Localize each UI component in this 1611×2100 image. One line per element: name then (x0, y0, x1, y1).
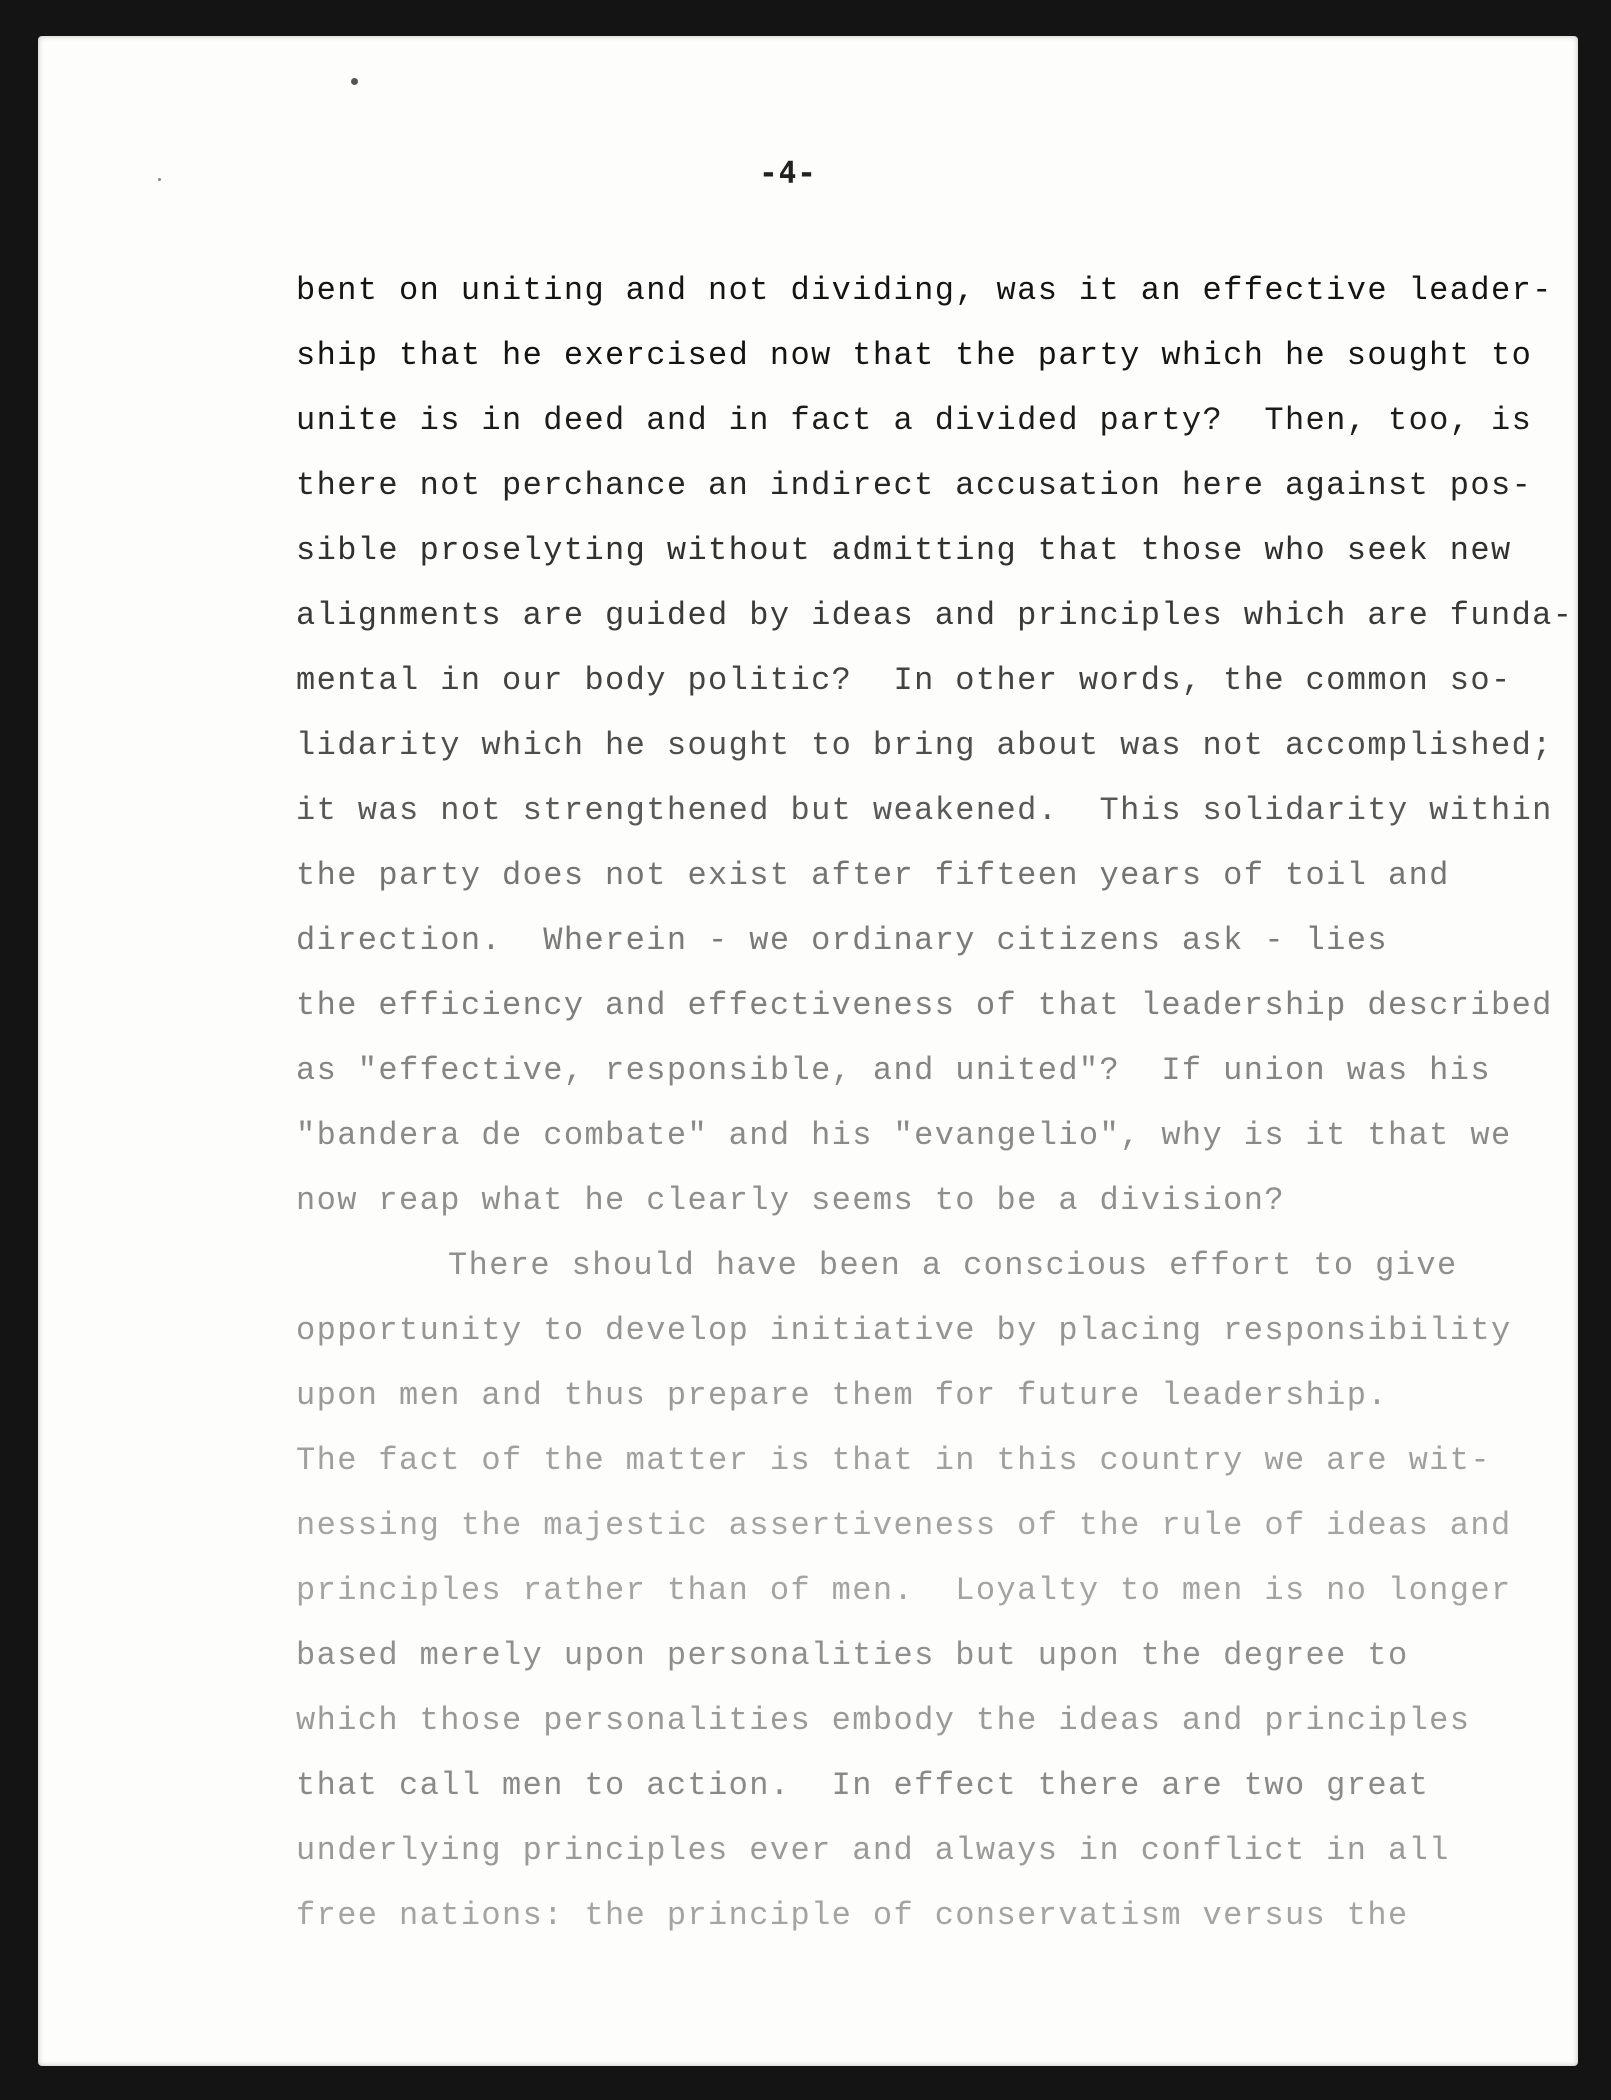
text-line: direction. Wherein - we ordinary citizens ask - lies (296, 922, 1388, 959)
text-line: unite is in deed and in fact a divided party? Then, too, is (296, 402, 1533, 439)
text-line: alignments are guided by ideas and principles which are funda- (296, 597, 1574, 634)
typed-body-text (296, 258, 1574, 1948)
page-number: -4- (759, 156, 817, 191)
text-line: ship that he exercised now that the party which he sought to (296, 337, 1533, 374)
paper-sheet (38, 36, 1578, 2066)
text-line: it was not strengthened but weakened. This solidarity within (296, 792, 1553, 829)
text-line: now reap what he clearly seems to be a division? (296, 1182, 1285, 1219)
text-line: nessing the majestic assertiveness of the rule of ideas and (296, 1507, 1512, 1544)
text-line: the party does not exist after fifteen years of toil and (296, 857, 1450, 894)
dust-speck (351, 78, 358, 85)
text-line: The fact of the matter is that in this country we are wit- (296, 1442, 1491, 1479)
text-line: based merely upon personalities but upon the degree to (296, 1637, 1409, 1674)
text-line: "bandera de combate" and his "evangelio", why is it that we (296, 1117, 1512, 1154)
text-line: sible proselyting without admitting that those who seek new (296, 532, 1512, 569)
text-line: which those personalities embody the ideas and principles (296, 1702, 1471, 1739)
text-line: there not perchance an indirect accusation here against pos- (296, 467, 1533, 504)
text-line: free nations: the principle of conservatism versus the (296, 1897, 1409, 1934)
paragraph-2 (296, 1233, 1556, 1948)
text-line: There should have been a conscious effort to give (448, 1247, 1458, 1284)
text-line: principles rather than of men. Loyalty to men is no longer (296, 1572, 1512, 1609)
text-line: the efficiency and effectiveness of that leadership described (296, 987, 1553, 1024)
paragraph-1 (296, 258, 1574, 1233)
text-line: bent on uniting and not dividing, was it an effective leader- (296, 272, 1553, 309)
text-line: mental in our body politic? In other words, the common so- (296, 662, 1512, 699)
text-line: opportunity to develop initiative by placing responsibility (296, 1312, 1512, 1349)
text-line: underlying principles ever and always in conflict in all (296, 1832, 1450, 1869)
text-line: lidarity which he sought to bring about was not accomplished; (296, 727, 1553, 764)
text-line: as "effective, responsible, and united"? If union was his (296, 1052, 1491, 1089)
text-line: upon men and thus prepare them for future leadership. (296, 1377, 1388, 1414)
text-line: that call men to action. In effect there are two great (296, 1767, 1430, 1804)
